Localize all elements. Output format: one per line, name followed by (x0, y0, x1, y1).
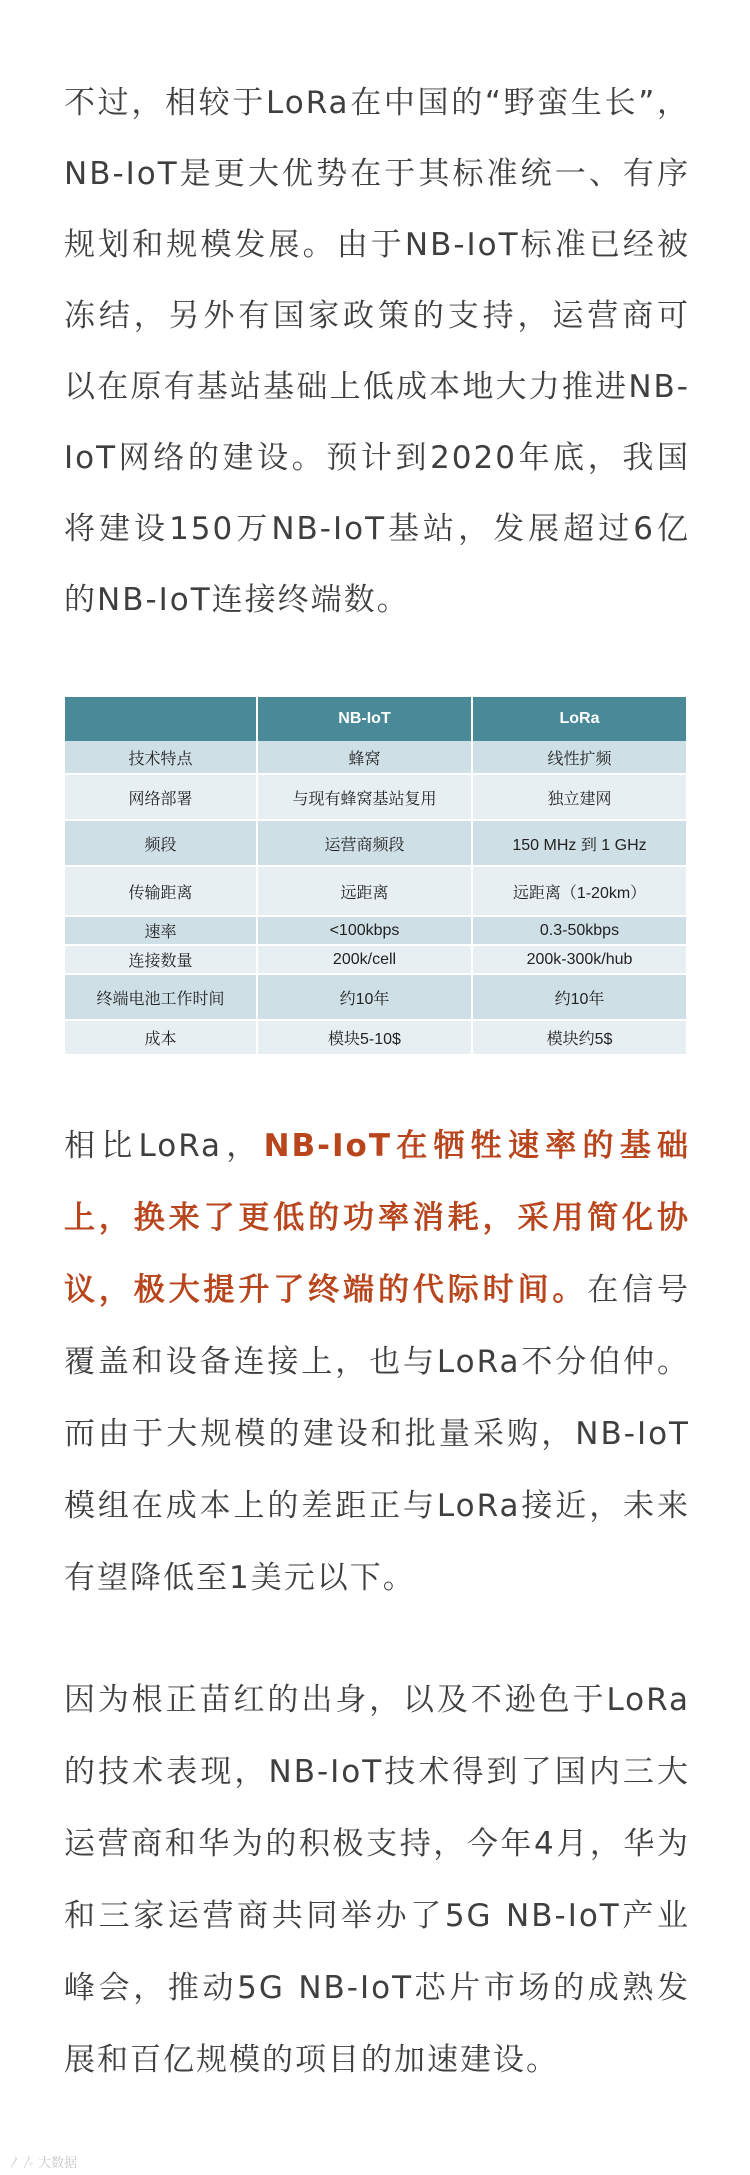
nbiot-cell: 约10年 (257, 974, 472, 1020)
lora-cell: 约10年 (472, 974, 686, 1020)
table-row (65, 741, 686, 774)
table-row (65, 820, 686, 866)
nbiot-cell: 蜂窝 (257, 741, 472, 774)
comparison-table (65, 697, 686, 1056)
table-row (65, 916, 686, 945)
paragraph-operator-support: 因为根正苗红的出身，以及不逊色于LoRa的技术表现，NB-IoT技术得到了国内三大运营商和华为的积极支持，今年4月，华为和三家运营商共同举办了5G NB-IoT产业峰会，推动5G NB-IoT芯片市场的成熟发展和百亿规模的项目的加速建设。 (64, 1682, 690, 2078)
table-row (65, 866, 686, 916)
nbiot-cell: 远距离 (257, 866, 472, 916)
row-label: 成本 (65, 1020, 257, 1055)
watermark-text: 大数据 (38, 2156, 78, 2171)
lora-cell: 独立建网 (472, 774, 686, 820)
table-header-lora: LoRa (472, 697, 686, 741)
table-header-row (65, 697, 686, 741)
nbiot-cell: 模块5-10$ (257, 1020, 472, 1055)
paragraph2-rest: 在信号覆盖和设备连接上，也与LoRa不分伯仲。而由于大规模的建设和批量采购，NB-IoT模组在成本上的差距正与LoRa接近，未来有望降低至1美元以下。 (64, 1272, 690, 1596)
row-label: 连接数量 (65, 945, 257, 974)
row-label: 速率 (65, 916, 257, 945)
lora-cell: 远距离（1-20km） (472, 866, 686, 916)
table-header-nbiot: NB-IoT (257, 697, 472, 741)
lora-cell: 200k-300k/hub (472, 945, 686, 974)
paragraph2-highlight: NB-IoT在牺牲速率的基础上，换来了更低的功率消耗，采用简化协议，极大提升了终端的代际时间。 (64, 1128, 690, 1308)
lora-cell: 0.3-50kbps (472, 916, 686, 945)
row-label: 终端电池工作时间 (65, 974, 257, 1020)
paragraph-lora-vs-nbiot-intro: 不过，相较于LoRa在中国的“野蛮生长”，NB-IoT是更大优势在于其标准统一、有序规划和规模发展。由于NB-IoT标准已经被冻结，另外有国家政策的支持，运营商可以在原有基站基础上低成本地大力推进NB-IoT网络的建设。预计到2020年底，我国将建设150万NB-IoT基站，发展超过6亿的NB-IoT连接终端数。 (64, 85, 690, 618)
row-label: 传输距离 (65, 866, 257, 916)
nbiot-cell: 200k/cell (257, 945, 472, 974)
paragraph2-intro: 相比LoRa， (64, 1128, 264, 1164)
lora-cell: 模块约5$ (472, 1020, 686, 1055)
lora-cell: 150 MHz 到 1 GHz (472, 820, 686, 866)
watermark-icon: 〳〴 (8, 2156, 39, 2171)
nbiot-cell: 运营商频段 (257, 820, 472, 866)
table-row (65, 1020, 686, 1055)
row-label: 网络部署 (65, 774, 257, 820)
table-row (65, 974, 686, 1020)
watermark-logo (8, 2152, 77, 2171)
lora-cell: 线性扩频 (472, 741, 686, 774)
nbiot-cell: 与现有蜂窝基站复用 (257, 774, 472, 820)
nbiot-cell: <100kbps (257, 916, 472, 945)
paragraph-nbiot-advantages (64, 1110, 690, 1614)
row-label: 频段 (65, 820, 257, 866)
table-row (65, 774, 686, 820)
table-row (65, 945, 686, 974)
table-header-empty (65, 697, 257, 741)
row-label: 技术特点 (65, 741, 257, 774)
